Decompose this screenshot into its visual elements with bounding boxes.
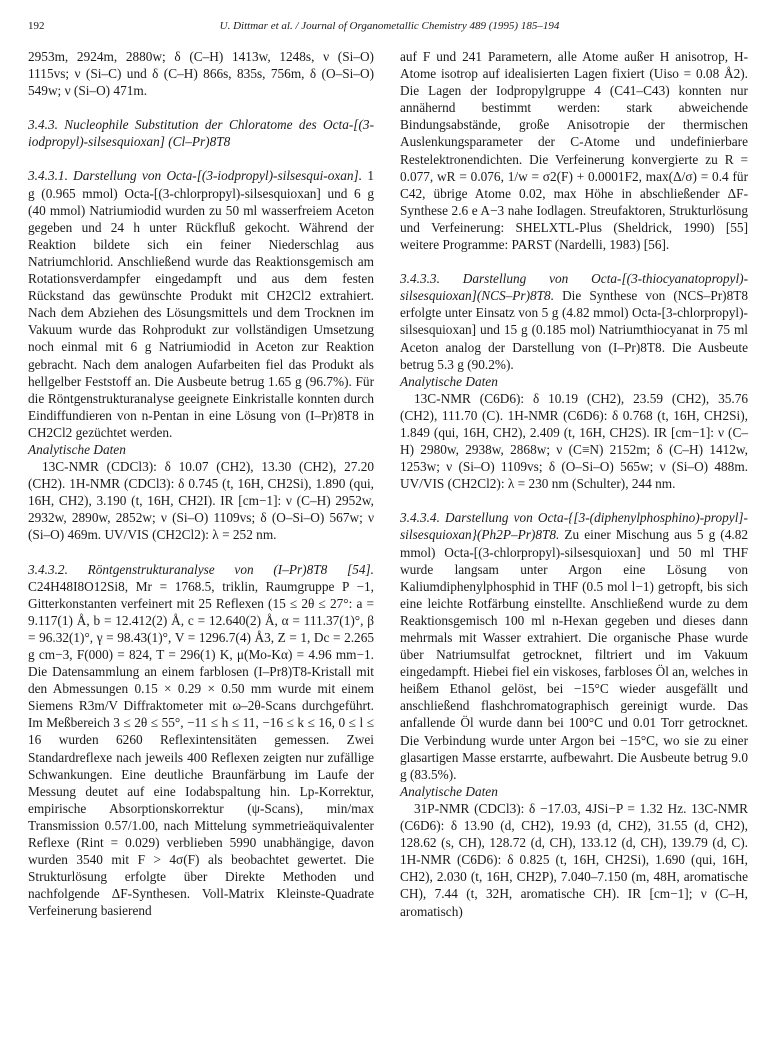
- analytical-data-label-3: Analytische Daten: [400, 783, 498, 799]
- nmr-data-3: 31P-NMR (CDCl3): δ −17.03, 4JSi−P = 1.32 Hz. 13C-NMR (C6D6): δ 13.90 (d, CH2), 19.93 (d, CH2), 31.55 (d, CH2), 128.62 (s, CH), 128.72 (d, CH), 133.12 (d, CH), 139.79 (d, C). 1H-NMR (C6D6): δ 0.825 (t, 16H, CH2Si), 1.690 (qui, 16H, CH2), 2.030 (t, 16H, CH2P), 7.040–7.150 (m, 48H, aromatische CH), 7.44 (t, 32H, aromatische CH). IR [cm−1]; ν (C–H, aromatisch): [400, 800, 748, 919]
- section-3-4-3-3-heading: 3.4.3.3. Darstellung von Octa-[(3-thiocyanatopropyl)-silsesquioxan](NCS–Pr)8T8.: [400, 271, 748, 304]
- refinement-continued: auf F und 241 Parametern, alle Atome außer H anisotrop, H-Atome isotrop auf idealisierten Lagen fixiert (Uiso = 0.08 Å2). Die Lagen der Iodpropylgruppe 4 (C41–C43) konnten nur annähernd bestimmt werden: stark abweichende Bindungsabstände, große Anisotropie der thermischen Auslenkungsparameter der C-Atome und undefinierbare Restelektronendichten. Die Verfeinerung konvergierte zu R = 0.077, wR = 0.076, 1/w = σ2(F) + 0.0001F2, max(Δ/σ) = 0.4 für C42, übrige Atome 0.02, max Höhe in abschließender ΔF-Synthese 2.6 e A−3 nahe Iodlagen. Streufaktoren, Strukturlösung und Verfeinerung: SHELXTL-Plus (Sheldrick, 1990) [55] weitere Programme: PARST (Nardelli, 1983) [56].: [400, 49, 748, 253]
- section-3-4-3-title: 3.4.3. Nucleophile Substitution der Chloratome des Octa-[(3-iodpropyl)-silsesquioxan] (Cl–Pr)8T8: [28, 117, 374, 150]
- right-column: [400, 48, 748, 920]
- section-3-4-3-2-heading: 3.4.3.2. Röntgenstrukturanalyse von (I–Pr)8T8 [54].: [28, 561, 374, 577]
- section-3-4-3-1: [28, 167, 374, 441]
- page-header: [28, 20, 751, 36]
- section-3-4-3-4-heading: 3.4.3.4. Darstellung von Octa-{[3-(diphenylphosphino)-propyl]-silsesquioxan}(Ph2P–Pr)8T8.: [400, 510, 748, 543]
- left-column: [28, 48, 374, 920]
- ir-data-end: 2953m, 2924m, 2880w; δ (C–H) 1413w, 1248s, ν (Si–O) 1115vs; ν (Si–C) und δ (C–H) 866s, 835s, 756m, δ (O–Si–O) 549w; ν (Si–O) 471m.: [28, 49, 374, 99]
- running-head: U. Dittmar et al. / Journal of Organometallic Chemistry 489 (1995) 185–194: [219, 20, 560, 32]
- section-3-4-3-4: [400, 509, 748, 783]
- section-3-4-3-2: [28, 561, 374, 920]
- analytical-data-label-1: Analytische Daten: [28, 441, 126, 457]
- section-3-4-3-3-body: Die Synthese von (NCS–Pr)8T8 erfolgte unter Einsatz von 5 g (4.82 mmol) Octa-[3-chlorpropyl)-silsesquioxan] und 15 g (0.185 mol) Natriumthiocyanat in 75 ml Aceton analog der Darstellung von (I–Pr)8T8. Die Ausbeute betrug 5.3 g (90.2%).: [400, 288, 748, 372]
- page-number: 192: [28, 20, 45, 32]
- section-3-4-3-2-body: C24H48I8O12Si8, Mr = 1768.5, triklin, Raumgruppe P −1, Gitterkonstanten verfeinert mit 25 Reflexen (15 ≤ 2θ ≤ 27°: a = 9.117(1) Å, b = 12.412(2) Å, c = 12.640(2) Å, α = 111.37(1)°, β = 96.32(1)°, γ = 98.43(1)°, V = 1296.7(4) Å3, Z = 1, Dc = 2.265 g cm−3, F(000) = 824, T = 296(1) K, μ(Mo-Kα) = 4.96 mm−1. Die Datensammlung an einem farblosen (I–Pr8)T8-Kristall mit den Abmessungen 0.15 × 0.29 × 0.50 mm wurde mit einem Siemens R3m/V Diffraktometer mit ω–2θ-Scans durchgeführt. Im Meßbereich 3 ≤ 2θ ≤ 55°, −11 ≤ h ≤ 11, −16 ≤ k ≤ 16, 0 ≤ l ≤ 16 wurden 6260 Reflexintensitäten gemessen. Zwei Standardreflexe nach jeweils 400 Reflexen zeigten nur zufällige Schwankungen. Eine deutliche Braunfärbung im Laufe der Messung deutet auf eine Iodabspaltung hin. Lp-Korrektur, empirische Absorptionskorrektur (ψ-Scans), min/max Transmission 0.57/1.00, nach Mittelung symmetrieäquivalenter Reflexe (Rint = 0.029) verblieben 5990 unabhängige, davon wurden 3540 mit F > 4σ(F) als beobachtet gewertet. Die Strukturlösung erfolgte über Direkte Methoden und nachfolgende ΔF-Synthesen. Voll-Matrix Kleinste-Quadrate Verfeinerung basierend: [28, 578, 374, 919]
- section-3-4-3-1-heading: 3.4.3.1. Darstellung von Octa-[(3-iodpropyl)-silsesqui-oxan].: [28, 168, 363, 184]
- nmr-data-2: 13C-NMR (C6D6): δ 10.19 (CH2), 23.59 (CH2), 35.76 (CH2), 111.70 (C). 1H-NMR (C6D6): δ 0.768 (t, 16H, CH2Si), 1.849 (qui, 16H, CH2), 2.409 (t, 16H, CH2S). IR [cm−1]: ν (C–H) 2980w, 2938w, 2868w; ν (C≡N) 2152m; δ (C–H) 1412w, 1253w; ν (Si–O) 1109vs; δ (O–Si–O) 565w; ν (Si–O) 488m. UV/VIS (CH2Cl2): λ = 230 nm (Schulter), 244 nm.: [400, 390, 748, 492]
- nmr-data-1: 13C-NMR (CDCl3): δ 10.07 (CH2), 13.30 (CH2), 27.20 (CH2). 1H-NMR (CDCl3): δ 0.745 (t, 16H, CH2Si), 1.890 (qui, 16H, CH2), 3.190 (t, 16H, CH2I). IR [cm−1]: ν (C–H) 2952w, 2932w, 2890w, 2852w; ν (Si–O) 1109vs; δ (O–Si–O) 567w; ν (Si–O) 469m. UV/VIS (CH2Cl2): λ = 252 nm.: [28, 459, 374, 543]
- section-3-4-3-1-body: 1 g (0.965 mmol) Octa-[(3-chlorpropyl)-silsesquioxan] und 6 g (40 mmol) Natriumiodid wurden zu 50 ml wasserfreiem Aceton gegeben und 24 h unter Rückfluß gekocht. Während der Reaktion bildete sich ein feiner Niederschlag aus Natriumchlorid. Anschließend wurde das Reaktionsgemisch am Rotationsverdampfer eingedampft und aus dem festen Rückstand das gewünschte Produkt mit CH2Cl2 extrahiert. Nach dem Abziehen des Lösungsmittels und dem Trocknen im Vakuum wurde das Rohprodukt zur vollständigen Umsetzung noch einmal mit 6 g Natriumiodid in Aceton zur Reaktion gebracht. Nach dem analogen Aufarbeiten fiel das Produkt als hellgelber Feststoff an. Die Ausbeute betrug 1.65 g (96.7%). Für die Röntgenstrukturanalyse geeignete Einkristalle konnten durch Eindiffundieren von n-Pentan in eine Lösung von (I–Pr)8T8 in CH2Cl2 gezüchtet werden.: [28, 168, 374, 440]
- section-3-4-3-3: [400, 270, 748, 373]
- section-3-4-3-4-body: Zu einer Mischung aus 5 g (4.82 mmol) Octa-[(3-chlorpropyl)-silsesquioxan] und 50 ml THF wurde langsam unter Argon eine Lösung von Kaliumdiphenylphosphid in THF (0.5 mol l−1) getropft, bis sich eine leichte Rotfärbung einstellte. Anschließend wurde zu dem Reaktionsgemisch 100 ml n-Hexan gegeben und dieses dann mehrmals mit Wasser extrahiert. Die organische Phase wurde über Natriumsulfat getrocknet, filtriert und im Vakuum eingedampft. Hiebei fiel ein viskoses, farbloses Öl an, welches in heißem Ethanol gelöst, bei −15°C wieder ausgefällt und anschließend flashchromatographisch gereinigt wurde. Das anfallende Öl wurde dann bei 100°C und 0.01 Torr getrocknet. Die Verbindung wurde unter Argon bei −15°C, wo sie zu einer glasartigen Masse erstarrte, aufbewahrt. Die Ausbeute betrug 9.0 g (83.5%).: [400, 527, 748, 782]
- analytical-data-label-2: Analytische Daten: [400, 373, 498, 389]
